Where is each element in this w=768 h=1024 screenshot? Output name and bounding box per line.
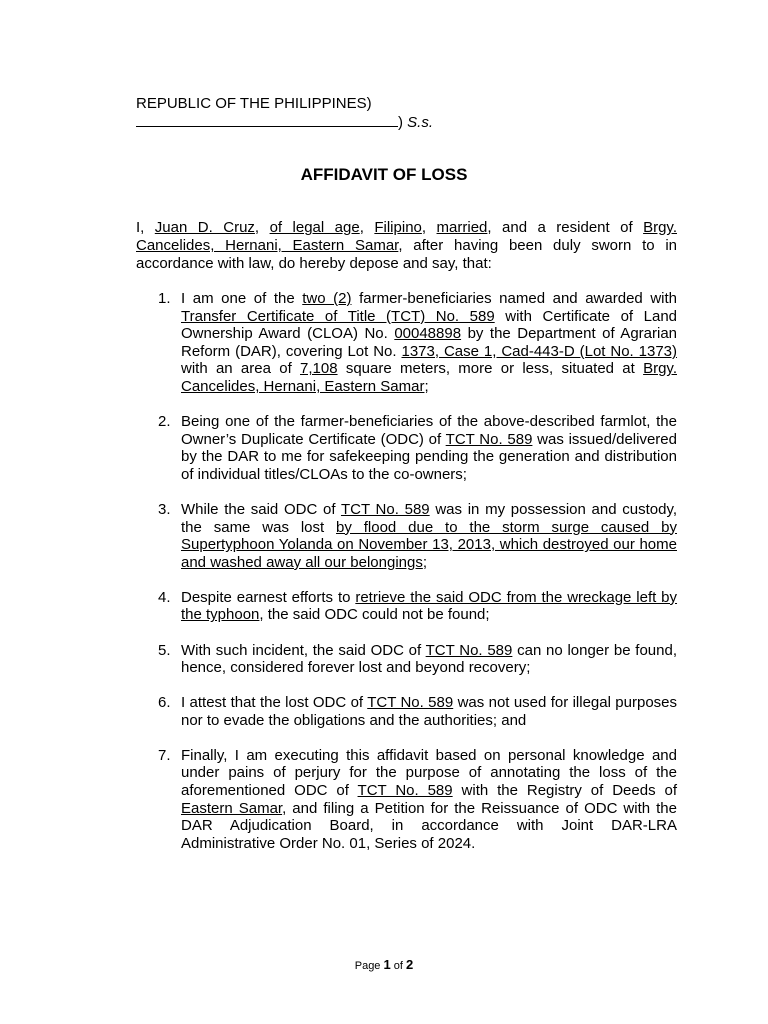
republic-line: REPUBLIC OF THE PHILIPPINES) — [136, 95, 372, 112]
page-number: Page 1 of 2 — [354, 957, 414, 972]
ss-label: S.s. — [407, 114, 434, 131]
document-title: AFFIDAVIT OF LOSS — [300, 165, 468, 184]
affiant-status: married — [436, 219, 488, 236]
intro-paragraph: I, Juan D. Cruz, of legal age, Filipino, married, and a resident of Brgy. Cancelides, Hernani, Eastern Samar, after having been duly sworn to in accordance with law, do hereby depose and say, that: — [136, 219, 677, 272]
venue-header — [136, 94, 556, 132]
affiant-name: Juan D. Cruz — [154, 219, 255, 236]
statement-item: 5. With such incident, the said ODC of TCT No. 589 can no longer be found, hence, considered forever lost and beyond recovery; — [158, 641, 678, 677]
statement-item: 1. I am one of the two (2) farmer-beneficiaries named and awarded with Transfer Certificate of Title (TCT) No. 589 with Certificate of Land Ownership Award (CLOA) No. 00048898 by the Department of Agrarian Reform (DAR), covering Lot No. 1373, Case 1, Cad-443-D (Lot No. 1373) with an area of 7,108 square meters, more or less, situated at Brgy. Cancelides, Hernani, Eastern Samar; — [158, 290, 678, 395]
affiant-age: of legal age — [269, 219, 360, 236]
affiant-address: Brgy. Cancelides, Hernani, Eastern Samar — [136, 219, 677, 254]
statement-item: 6. I attest that the lost ODC of TCT No. 589 was not used for illegal purposes nor to evade the obligations and the authorities; and — [158, 694, 678, 729]
statement-item: 3. While the said ODC of TCT No. 589 was in my possession and custody, the same was lost by flood due to the storm surge caused by Supertyphoon Yolanda on November 13, 2013, which destroyed our home and washed away all our belongings; — [158, 500, 678, 571]
statement-list — [136, 290, 677, 870]
province-blank — [136, 113, 398, 127]
province-line: ) S.s. — [136, 113, 556, 132]
statement-item: 2. Being one of the farmer-beneficiaries of the above-described farmlot, the Owner’s Duplicate Certificate (ODC) of TCT No. 589 was issued/delivered by the DAR to me for safekeeping pending the generation and distribution of individual titles/CLOAs to the co-owners; — [158, 413, 677, 483]
statement-item: 7. Finally, I am executing this affidavit based on personal knowledge and under pains of perjury for the purpose of annotating the loss of the aforementioned ODC of TCT No. 589 with the Registry of Deeds of Eastern Samar, and filing a Petition for the Reissuance of ODC with the DAR Adjudication Board, in accordance with Joint DAR-LRA Administrative Order No. 01, Series of 2024. — [158, 746, 677, 852]
affiant-nationality: Filipino — [374, 219, 422, 236]
statement-item: 4. Despite earnest efforts to retrieve the said ODC from the wreckage left by the typhoon, the said ODC could not be found; — [158, 588, 678, 624]
